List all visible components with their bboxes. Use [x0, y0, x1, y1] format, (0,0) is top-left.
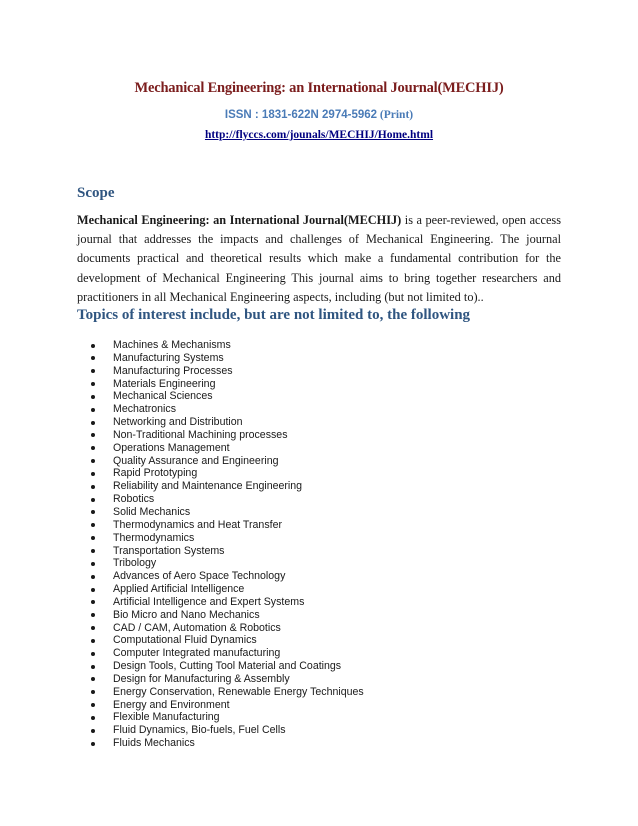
bullet-icon [91, 344, 95, 348]
list-item [77, 686, 364, 699]
bullet-icon [91, 382, 95, 386]
list-item [77, 378, 364, 391]
scope-body-text: is a peer-reviewed, open access journal that addresses the impacts and challenges of Mechanical Engineering. The journal documents practical and theoretical results which make a fundamental contribution for the development of Mechanical Engineering This journal aims to bring together researchers and practitioners in all Mechanical Engineering aspects, including (but not limited to).. [77, 213, 562, 304]
topic-label: Quality Assurance and Engineering [113, 454, 279, 467]
issn-number: ISSN : 1831-622N 2974-5962 [224, 109, 378, 121]
bullet-icon [91, 742, 95, 746]
topic-label: Transportation Systems [113, 544, 225, 557]
topic-label: Operations Management [113, 441, 230, 454]
bullet-icon [91, 549, 95, 553]
bullet-icon [91, 639, 95, 643]
topic-label: Fluids Mechanics [113, 737, 195, 750]
bullet-icon [91, 395, 95, 399]
bullet-icon [91, 485, 95, 489]
list-item [77, 699, 364, 712]
list-item [77, 493, 364, 506]
list-item [77, 545, 364, 558]
list-item [77, 365, 364, 378]
bullet-icon [91, 446, 95, 450]
list-item [77, 557, 364, 570]
topic-label: Design Tools, Cutting Tool Material and Coatings [113, 660, 342, 673]
topic-label: Machines & Mechanisms [113, 339, 231, 351]
list-item [77, 455, 364, 468]
bullet-icon [91, 716, 95, 720]
bullet-icon [91, 510, 95, 514]
scope-paragraph [77, 211, 561, 307]
topics-list [77, 339, 364, 750]
list-item [77, 390, 364, 403]
topic-label: Artificial Intelligence and Expert Systems [113, 595, 305, 608]
topic-label: Tribology [113, 557, 157, 570]
topic-label: Rapid Prototyping [113, 467, 198, 480]
topic-label: CAD / CAM, Automation & Robotics [113, 621, 281, 634]
bullet-icon [91, 588, 95, 592]
topic-label: Thermodynamics [113, 531, 195, 544]
topic-label: Flexible Manufacturing [113, 711, 220, 724]
bullet-icon [91, 729, 95, 733]
scope-heading: Scope [77, 185, 115, 201]
bullet-icon [91, 690, 95, 694]
list-item [77, 647, 364, 660]
list-item [77, 352, 364, 365]
list-item [77, 711, 364, 724]
topic-label: Materials Engineering [113, 377, 216, 390]
bullet-icon [91, 613, 95, 617]
list-item [77, 416, 364, 429]
scope-journal-name: Mechanical Engineering: an International Journal(MECHIJ) [77, 213, 402, 227]
topic-label: Computational Fluid Dynamics [113, 634, 257, 647]
topic-label: Fluid Dynamics, Bio-fuels, Fuel Cells [113, 724, 286, 737]
bullet-icon [91, 575, 95, 579]
list-item [77, 634, 364, 647]
issn-line [0, 109, 638, 121]
bullet-icon [91, 536, 95, 540]
topic-label: Solid Mechanics [113, 505, 191, 518]
list-item [77, 506, 364, 519]
list-item [77, 442, 364, 455]
topic-label: Networking and Distribution [113, 416, 243, 429]
topic-label: Advances of Aero Space Technology [113, 570, 286, 583]
bullet-icon [91, 369, 95, 373]
topic-label: Reliability and Maintenance Engineering [113, 480, 303, 493]
topic-label: Bio Micro and Nano Mechanics [113, 608, 260, 621]
list-item [77, 673, 364, 686]
bullet-icon [91, 472, 95, 476]
topics-heading: Topics of interest include, but are not limited to, the following [77, 307, 471, 323]
bullet-icon [91, 459, 95, 463]
list-item [77, 570, 364, 583]
issn-print-label: (Print) [379, 109, 414, 121]
topic-label: Design for Manufacturing & Assembly [113, 672, 290, 685]
bullet-icon [91, 600, 95, 604]
list-item [77, 660, 364, 673]
list-item [77, 339, 364, 352]
topic-label: Manufacturing Systems [113, 351, 224, 364]
topic-label: Mechatronics [113, 403, 176, 416]
list-item [77, 519, 364, 532]
bullet-icon [91, 652, 95, 656]
bullet-icon [91, 356, 95, 360]
bullet-icon [91, 523, 95, 527]
list-item [77, 609, 364, 622]
topic-label: Non-Traditional Machining processes [113, 428, 288, 441]
bullet-icon [91, 562, 95, 566]
list-item [77, 724, 364, 737]
bullet-icon [91, 433, 95, 437]
bullet-icon [91, 408, 95, 412]
list-item [77, 532, 364, 545]
list-item [77, 583, 364, 596]
topic-label: Robotics [113, 493, 155, 506]
bullet-icon [91, 421, 95, 425]
bullet-icon [91, 665, 95, 669]
journal-url-link[interactable]: http://flyccs.com/jounals/MECHIJ/Home.html [204, 129, 434, 141]
bullet-icon [91, 498, 95, 502]
topic-label: Manufacturing Processes [113, 364, 233, 377]
bullet-icon [91, 703, 95, 707]
list-item [77, 737, 364, 750]
topic-label: Mechanical Sciences [113, 390, 213, 403]
topic-label: Thermodynamics and Heat Transfer [113, 518, 282, 531]
topic-label: Energy Conservation, Renewable Energy Techniques [113, 685, 364, 698]
topic-label: Applied Artificial Intelligence [113, 583, 245, 596]
topic-label: Computer Integrated manufacturing [113, 647, 281, 660]
bullet-icon [91, 626, 95, 630]
list-item [77, 429, 364, 442]
journal-title: Mechanical Engineering: an International Journal(MECHIJ) [134, 80, 504, 96]
list-item [77, 480, 364, 493]
bullet-icon [91, 677, 95, 681]
list-item [77, 403, 364, 416]
list-item [77, 622, 364, 635]
topic-label: Energy and Environment [113, 698, 230, 711]
list-item [77, 596, 364, 609]
list-item [77, 467, 364, 480]
